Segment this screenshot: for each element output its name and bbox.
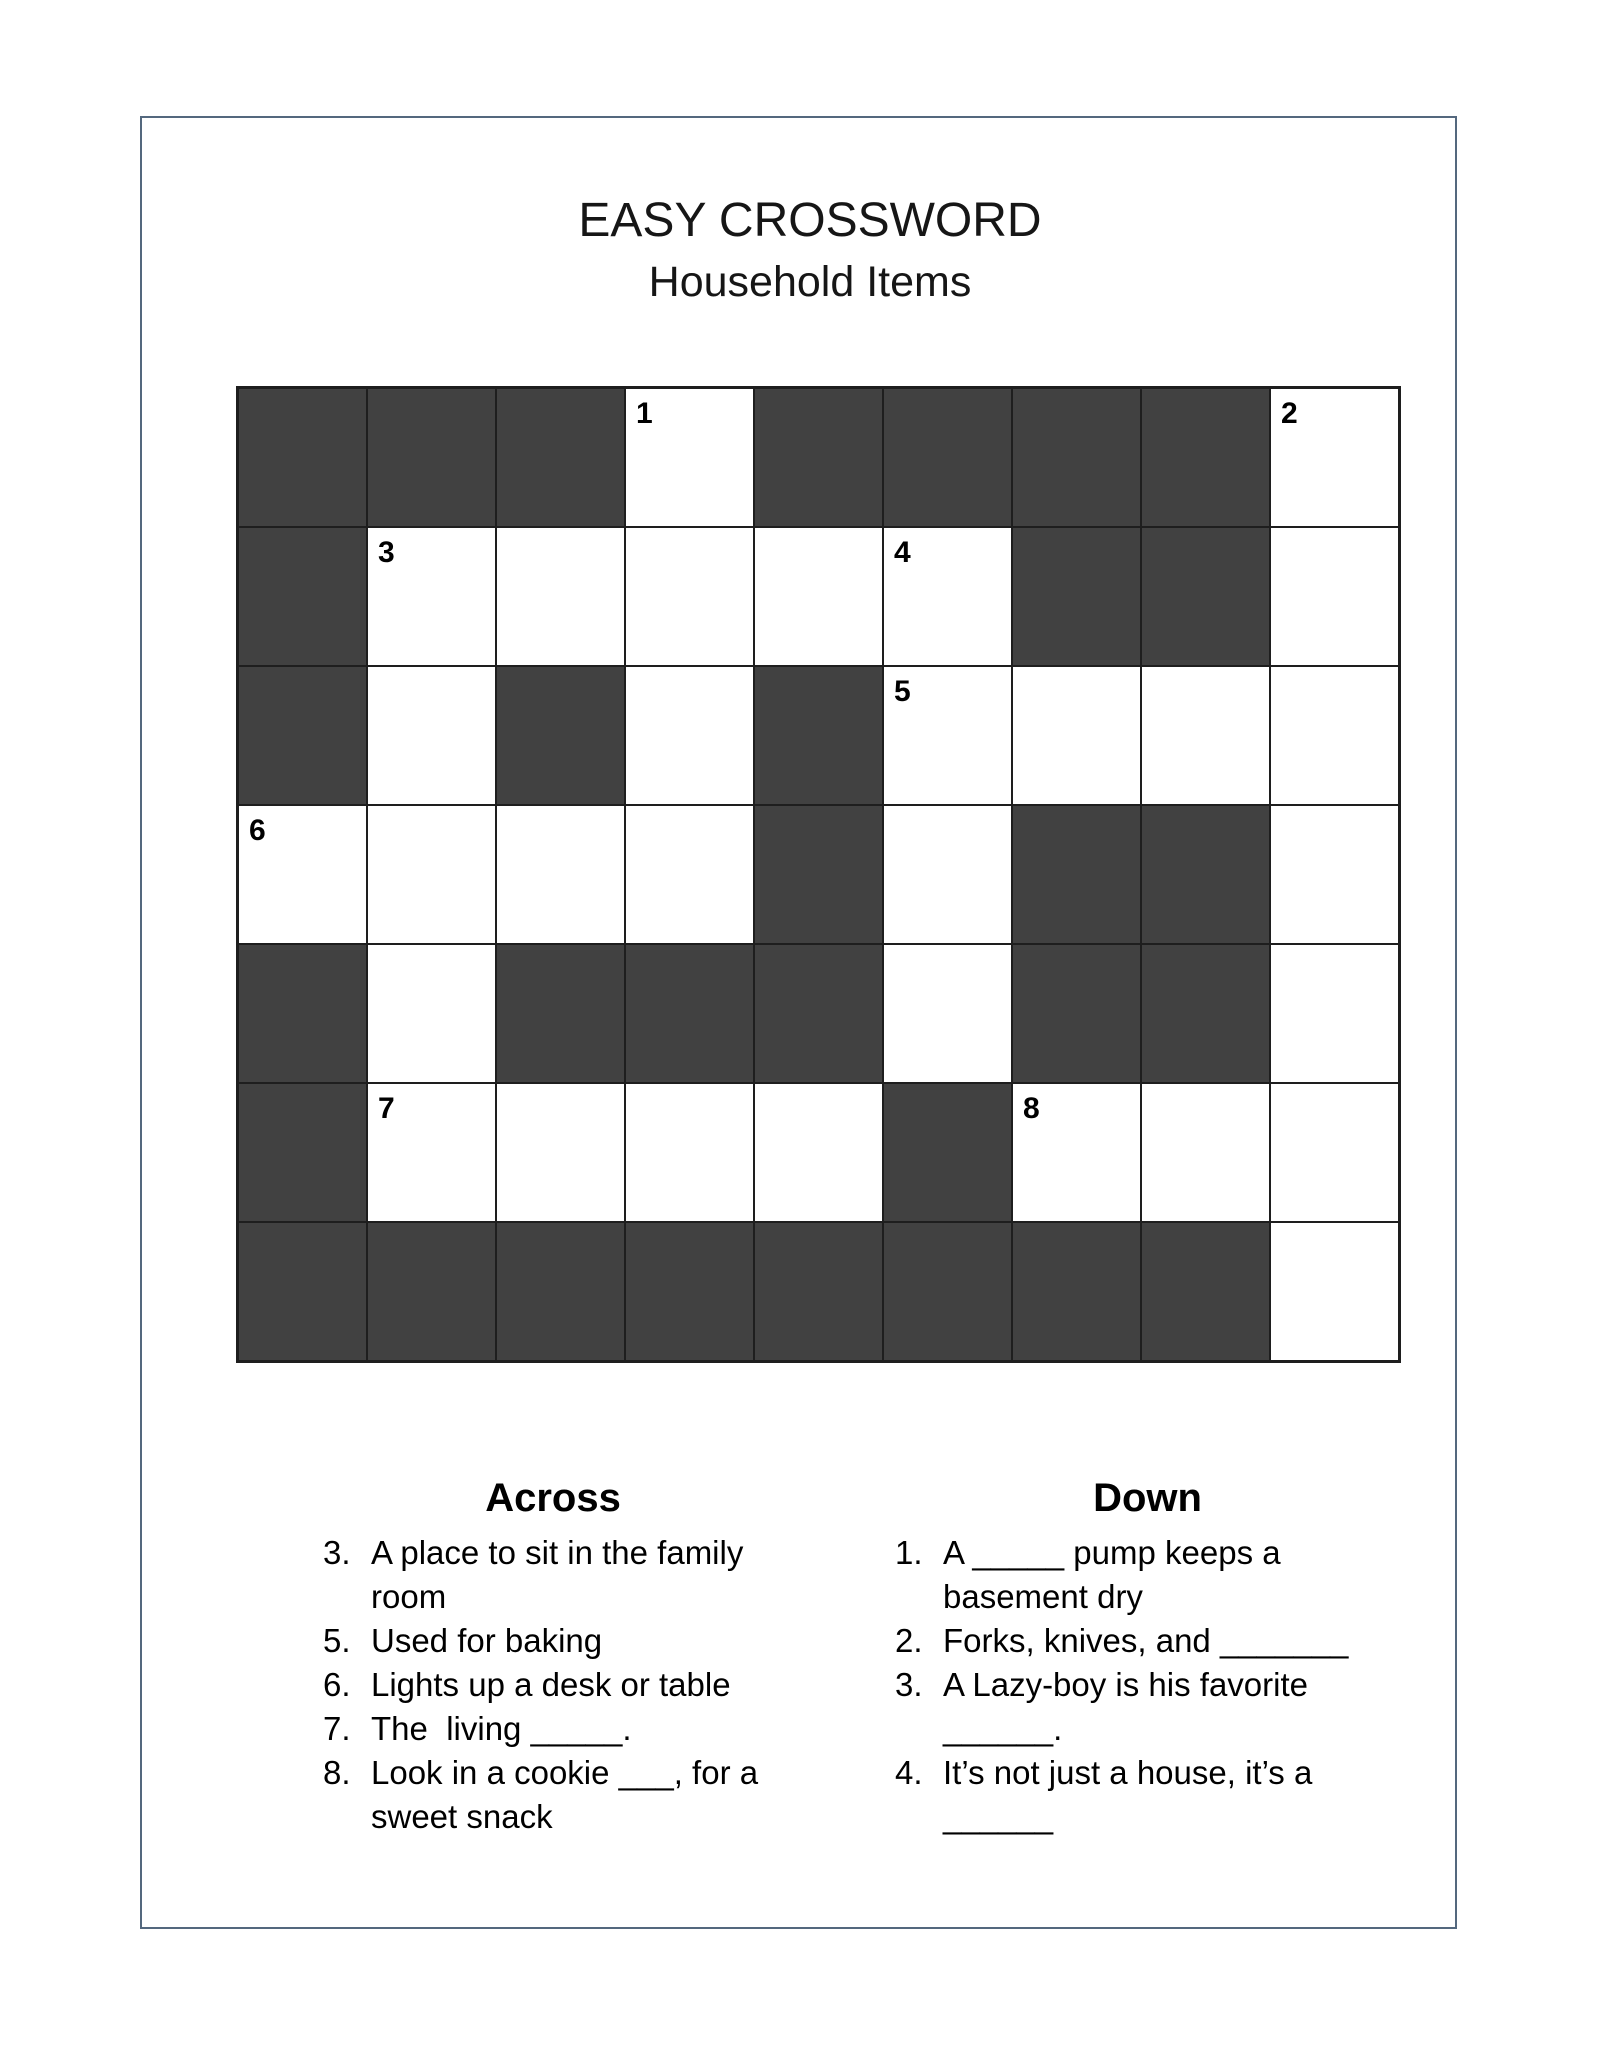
clue-text: Used for baking [371, 1622, 603, 1659]
across-heading: Across [485, 1476, 621, 1520]
clue-text: The living _____. [371, 1710, 632, 1747]
white-cell [496, 527, 625, 666]
down-clue-line [895, 1575, 1400, 1619]
down-heading: Down [1093, 1476, 1202, 1520]
black-cell [883, 388, 1012, 527]
clue-number [323, 1575, 371, 1619]
clue-number: 2. [895, 1622, 923, 1659]
down-clue-line [895, 1663, 1400, 1707]
black-cell [1141, 944, 1270, 1083]
white-cell [1141, 666, 1270, 805]
down-clue-line [895, 1619, 1400, 1663]
black-cell [1012, 805, 1141, 944]
black-cell [238, 666, 367, 805]
white-cell [1270, 1222, 1399, 1361]
clue-number [895, 1795, 943, 1839]
clue-text: ______. [943, 1710, 1063, 1747]
black-cell [238, 1222, 367, 1361]
clue-number: 8. [323, 1754, 351, 1791]
across-clue-line [323, 1531, 783, 1575]
black-cell [625, 944, 754, 1083]
black-cell [883, 1222, 1012, 1361]
clue-number [895, 1707, 943, 1751]
across-clue-line [323, 1707, 783, 1751]
black-cell [1012, 1222, 1141, 1361]
clue-text: basement dry [943, 1578, 1143, 1615]
white-cell [367, 666, 496, 805]
black-cell [754, 388, 883, 527]
cell-number: 2 [1281, 397, 1298, 430]
black-cell [238, 944, 367, 1083]
white-cell [625, 527, 754, 666]
clue-text: Forks, knives, and _______ [943, 1622, 1349, 1659]
across-clue-line [323, 1619, 783, 1663]
white-cell [1270, 388, 1399, 527]
black-cell [367, 388, 496, 527]
clue-text: It’s not just a house, it’s a [943, 1754, 1313, 1791]
black-cell [625, 1222, 754, 1361]
black-cell [238, 1083, 367, 1222]
cell-number: 4 [894, 536, 911, 569]
cell-number: 6 [249, 814, 266, 847]
cell-number: 1 [636, 397, 653, 430]
white-cell [367, 527, 496, 666]
down-list [895, 1531, 1400, 1839]
white-cell [883, 805, 1012, 944]
across-clue-line [323, 1795, 783, 1839]
clue-text: A place to sit in the family [371, 1534, 744, 1571]
white-cell [1012, 666, 1141, 805]
white-cell [496, 805, 625, 944]
black-cell [367, 1222, 496, 1361]
white-cell [1270, 1083, 1399, 1222]
clue-number: 1. [895, 1534, 923, 1571]
clue-text: A Lazy-boy is his favorite [943, 1666, 1308, 1703]
clue-number [895, 1575, 943, 1619]
white-cell [1012, 1083, 1141, 1222]
black-cell [1141, 388, 1270, 527]
white-cell [625, 388, 754, 527]
clue-text: room [371, 1578, 447, 1615]
clue-number: 4. [895, 1754, 923, 1791]
down-clue-line [895, 1795, 1400, 1839]
clue-number: 3. [895, 1666, 923, 1703]
black-cell [754, 805, 883, 944]
cell-number: 5 [894, 675, 911, 708]
clue-text: A _____ pump keeps a [943, 1534, 1281, 1571]
cell-number: 7 [378, 1092, 395, 1125]
clue-text: Look in a cookie ___, for a [371, 1754, 759, 1791]
clue-text: Lights up a desk or table [371, 1666, 731, 1703]
black-cell [1012, 388, 1141, 527]
down-clues-section [895, 1474, 1400, 1839]
clue-number: 5. [323, 1622, 351, 1659]
across-clue-line [323, 1751, 783, 1795]
white-cell [367, 1083, 496, 1222]
white-cell [367, 944, 496, 1083]
page-subtitle: Household Items [648, 258, 972, 306]
white-cell [625, 1083, 754, 1222]
black-cell [1012, 527, 1141, 666]
page-title: EASY CROSSWORD [578, 194, 1042, 247]
clue-text: ______ [943, 1798, 1054, 1835]
white-cell [1270, 527, 1399, 666]
across-clue-line [323, 1575, 783, 1619]
clue-number: 7. [323, 1710, 351, 1747]
white-cell [883, 944, 1012, 1083]
across-clues-section [323, 1474, 783, 1839]
white-cell [1270, 805, 1399, 944]
black-cell [754, 944, 883, 1083]
clue-text: sweet snack [371, 1798, 553, 1835]
black-cell [496, 666, 625, 805]
down-clue-line [895, 1707, 1400, 1751]
white-cell [754, 527, 883, 666]
white-cell [496, 1083, 625, 1222]
across-list [323, 1531, 783, 1839]
white-cell [625, 666, 754, 805]
white-cell [1270, 944, 1399, 1083]
black-cell [1141, 805, 1270, 944]
white-cell [754, 1083, 883, 1222]
white-cell [238, 805, 367, 944]
black-cell [1141, 1222, 1270, 1361]
black-cell [1012, 944, 1141, 1083]
black-cell [754, 1222, 883, 1361]
white-cell [367, 805, 496, 944]
cell-number: 3 [378, 536, 395, 569]
black-cell [238, 388, 367, 527]
across-clue-line [323, 1663, 783, 1707]
white-cell [1141, 1083, 1270, 1222]
crossword-grid [236, 386, 1401, 1363]
black-cell [496, 388, 625, 527]
black-cell [238, 527, 367, 666]
cell-number: 8 [1023, 1092, 1040, 1125]
white-cell [883, 527, 1012, 666]
down-clue-line [895, 1531, 1400, 1575]
down-clue-line [895, 1751, 1400, 1795]
black-cell [883, 1083, 1012, 1222]
black-cell [496, 1222, 625, 1361]
white-cell [1270, 666, 1399, 805]
black-cell [1141, 527, 1270, 666]
clue-number: 3. [323, 1534, 351, 1571]
white-cell [625, 805, 754, 944]
clue-number: 6. [323, 1666, 351, 1703]
black-cell [496, 944, 625, 1083]
clue-number [323, 1795, 371, 1839]
black-cell [754, 666, 883, 805]
white-cell [883, 666, 1012, 805]
